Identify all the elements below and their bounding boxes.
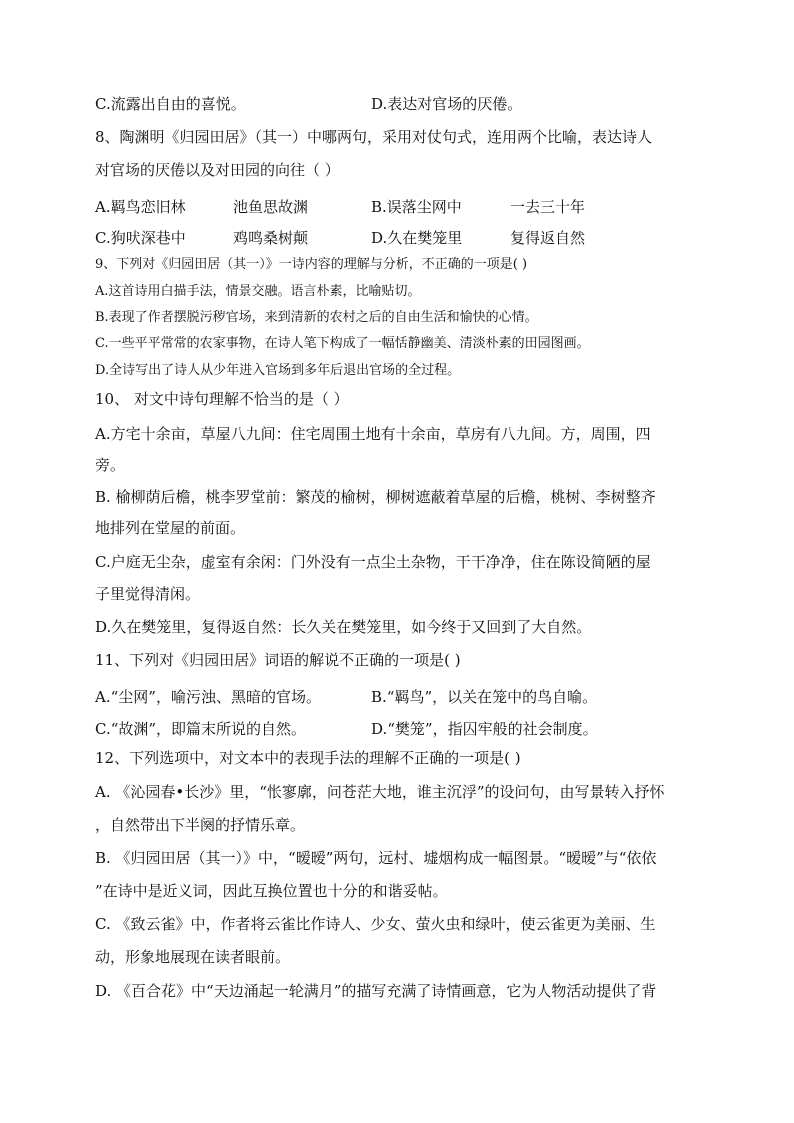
q8-option-c2: 鸡鸣桑树颠 bbox=[233, 229, 309, 247]
q10-option-c-line2: 子里觉得清闲。 bbox=[95, 585, 201, 603]
q8-option-b2: 一去三十年 bbox=[510, 198, 586, 216]
q10-option-a-line1: A.方宅十余亩，草屋八九间：住宅周围土地有十余亩，草房有八九间。方，周围，四 bbox=[95, 425, 651, 443]
q8-stem-line1: 8、陶渊明《归园田居》（其一）中哪两句，采用对仗句式，连用两个比喻，表达诗人 bbox=[95, 128, 653, 146]
q12-option-c-line2: 动，形象地展现在读者眼前。 bbox=[95, 948, 291, 966]
q9-option-c: C.一些平平常常的农家事物，在诗人笔下构成了一幅恬静幽美、清淡朴素的田园图画。 bbox=[95, 336, 590, 351]
q11-option-a: A.“尘网”，喻污浊、黑暗的官场。 bbox=[95, 688, 321, 706]
q9-stem: 9、下列对《归园田居（其一）》一诗内容的理解与分析，不正确的一项是( ) bbox=[95, 257, 528, 272]
q11-option-c: C.“故渊”，即篇末所说的自然。 bbox=[95, 720, 307, 738]
q8-stem-line2: 对官场的厌倦以及对田园的向往（ ） bbox=[95, 161, 340, 179]
q9-option-b: B.表现了作者摆脱污秽官场，来到清新的农村之后的自由生活和愉快的心情。 bbox=[95, 310, 538, 325]
q8-option-b1: B.误落尘网中 bbox=[371, 198, 462, 216]
q10-option-a-line2: 旁。 bbox=[95, 456, 126, 474]
q8-option-a2: 池鱼思故渊 bbox=[233, 198, 309, 216]
q11-stem: 11、下列对《归园田居》词语的解说不正确的一项是( ) bbox=[95, 651, 461, 669]
q10-stem: 10、 对文中诗句理解不恰当的是（ ） bbox=[95, 390, 349, 408]
q7-option-d: D.表达对官场的厌倦。 bbox=[371, 95, 523, 113]
q12-stem: 12、下列选项中，对文本中的表现手法的理解不正确的一项是( ) bbox=[95, 749, 521, 767]
q9-option-d: D.全诗写出了诗人从少年进入官场到多年后退出官场的全过程。 bbox=[95, 363, 461, 378]
q9-option-a: A.这首诗用白描手法，情景交融。语言朴素，比喻贴切。 bbox=[95, 284, 421, 299]
q8-option-d1: D.久在樊笼里 bbox=[371, 229, 463, 247]
q11-option-b: B.“羁鸟”，以关在笼中的鸟自喻。 bbox=[371, 688, 598, 706]
q12-option-c-line1: C. 《致云雀》中，作者将云雀比作诗人、少女、萤火虫和绿叶，使云雀更为美丽、生 bbox=[95, 915, 656, 933]
q11-option-d: D.“樊笼”，指囚牢般的社会制度。 bbox=[371, 720, 598, 738]
q7-option-c: C.流露出自由的喜悦。 bbox=[95, 95, 246, 113]
q10-option-b-line1: B. 榆柳荫后檐，桃李罗堂前：繁茂的榆树，柳树遮蔽着草屋的后檐，桃树、李树整齐 bbox=[95, 488, 656, 506]
q12-option-b-line1: B. 《归园田居（其一）》中，“暧暧”两句，远村、墟烟构成一幅图景。“暧暧”与“依依 bbox=[95, 849, 657, 867]
q10-option-b-line2: 地排列在堂屋的前面。 bbox=[95, 519, 246, 537]
q12-option-a-line2: ，自然带出下半阕的抒情乐章。 bbox=[95, 816, 306, 834]
q12-option-d-line1: D. 《百合花》中“天边涌起一轮满月”的描写充满了诗情画意，它为人物活动提供了背 bbox=[95, 982, 657, 1000]
q10-option-c-line1: C.户庭无尘杂，虚室有余闲：门外没有一点尘土杂物，干干净净，住在陈设简陋的屋 bbox=[95, 553, 651, 571]
q8-option-a1: A.羁鸟恋旧林 bbox=[95, 198, 186, 216]
q8-option-c1: C.狗吠深巷中 bbox=[95, 229, 186, 247]
q12-option-b-line2: ”在诗中是近义词，因此互换位置也十分的和谐妥帖。 bbox=[95, 882, 448, 900]
q12-option-a-line1: A. 《沁园春•长沙》里，“怅寥廓，问苍茫大地，谁主沉浮”的设问句，由写景转入抒怀 bbox=[95, 783, 665, 801]
q8-option-d2: 复得返自然 bbox=[510, 229, 586, 247]
q10-option-d: D.久在樊笼里，复得返自然：长久关在樊笼里，如今终于又回到了大自然。 bbox=[95, 618, 592, 636]
